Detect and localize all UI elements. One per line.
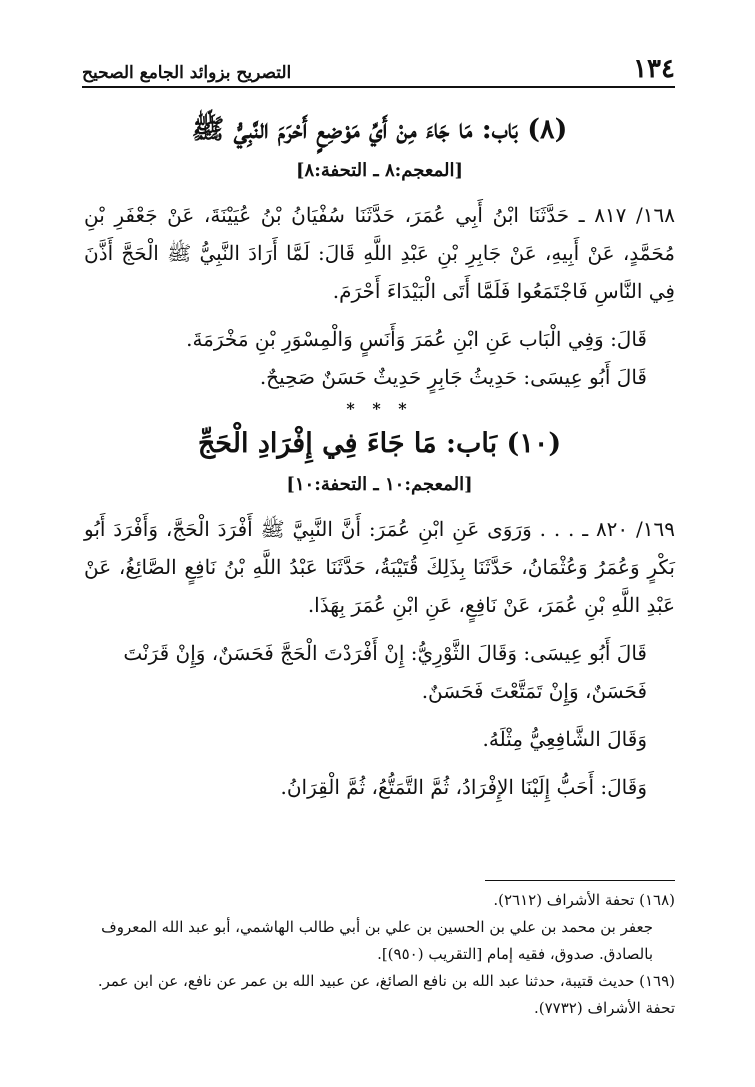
chapter-10 — [84, 422, 675, 806]
footnote: (١٦٨) تحفة الأشراف (٢٦١٢). — [493, 891, 675, 909]
commentary-line: قَالَ: وَفِي الْبَاب عَنِ ابْنِ عُمَرَ وَأَنَسٍ وَالْمِسْوَرِ بْنِ مَخْرَمَةَ. — [186, 327, 647, 351]
hadith-text: ١٦٨/ ٨١٧ ـ حَدَّثَنَا ابْنُ أَبِي عُمَرَ، حَدَّثَنَا سُفْيَانُ بْنُ عُيَيْنَةَ، عَنْ جَعْفَرِ بْنِ مُحَمَّدٍ، عَنْ أَبِيهِ، عَنْ جَابِرِ بْنِ عَبْدِ اللَّهِ قَالَ: لَمَّا أَرَادَ النَّبِيُّ ﷺ الْحَجَّ أَذَّنَ فِي النَّاسِ فَاجْتَمَعُوا فَلَمَّا أَتَى الْبَيْدَاءَ أَحْرَمَ. — [84, 203, 675, 303]
commentary-line: وَقَالَ: أَحَبُّ إِلَيْنَا الإِفْرَادُ، ثُمَّ التَّمَتُّعُ، ثُمَّ الْقِرَانُ. — [280, 775, 647, 799]
section-separator: * * * — [346, 399, 413, 418]
page-body — [84, 108, 675, 806]
chapter-reference: [المعجم:٨ ـ التحفة:٨] — [296, 160, 463, 181]
commentary-line: قَالَ أَبُو عِيسَى: وَقَالَ الثَّوْرِيُّ: إِنْ أَفْرَدْتَ الْحَجَّ فَحَسَنٌ، وَإِنْ قَرَنْتَ فَحَسَنٌ، وَإِنْ تَمَتَّعْتَ فَحَسَنٌ. — [123, 641, 647, 703]
footnotes — [84, 880, 675, 1022]
footnote: (١٦٩) حديث قتيبة، حدثنا عبد الله بن نافع الصائغ، عن عبيد الله بن عمر عن نافع، عن ابن عمر. تحفة الأشراف (٧٧٣٢). — [97, 972, 675, 1017]
chapter-reference: [المعجم:١٠ ـ التحفة:١٠] — [286, 474, 473, 495]
running-title: التصريح بزوائد الجامع الصحيح — [82, 63, 292, 83]
chapter-title: (١٠) بَاب: مَا جَاءَ فِي إِفْرَادِ الْحَجِّ — [197, 428, 562, 459]
page-number: ١٣٤ — [633, 54, 675, 84]
chapter-title: (٨) بَاب: مَا جَاءَ مِنْ أَيِّ مَوْضِعٍ أَحْرَمَ النَّبِيُّ ﷺ — [191, 114, 568, 145]
commentary-line: قَالَ أَبُو عِيسَى: حَدِيثُ جَابِرٍ حَدِيثٌ حَسَنٌ صَحِيحٌ. — [259, 365, 647, 389]
page-header — [82, 52, 675, 88]
footnote: جعفر بن محمد بن علي بن الحسين بن علي بن أبي طالب الهاشمي، أبو عبد الله المعروف بالصادق. صدوق، فقيه إمام [التقريب (٩٥٠)]. — [101, 918, 653, 963]
footnote-divider — [485, 880, 675, 881]
chapter-8 — [84, 108, 675, 396]
commentary-line: وَقَالَ الشَّافِعِيُّ مِثْلَهُ. — [482, 727, 647, 751]
hadith-text: ١٦٩/ ٨٢٠ ـ . . . وَرَوَى عَنِ ابْنِ عُمَرَ: أَنَّ النَّبِيَّ ﷺ أَفْرَدَ الْحَجَّ، وَأَفْرَدَ أَبُو بَكْرٍ وَعُمَرُ وَعُثْمَانُ، حَدَّثَنَا بِذَلِكَ قُتَيْبَةُ، حَدَّثَنَا عَبْدُ اللَّهِ بْنُ نَافِعٍ الصَّائِغُ، عَنْ عَبْدِ اللَّهِ بْنِ عُمَرَ، عَنْ نَافِعٍ، عَنِ ابْنِ عُمَرَ بِهَذَا. — [84, 517, 675, 617]
